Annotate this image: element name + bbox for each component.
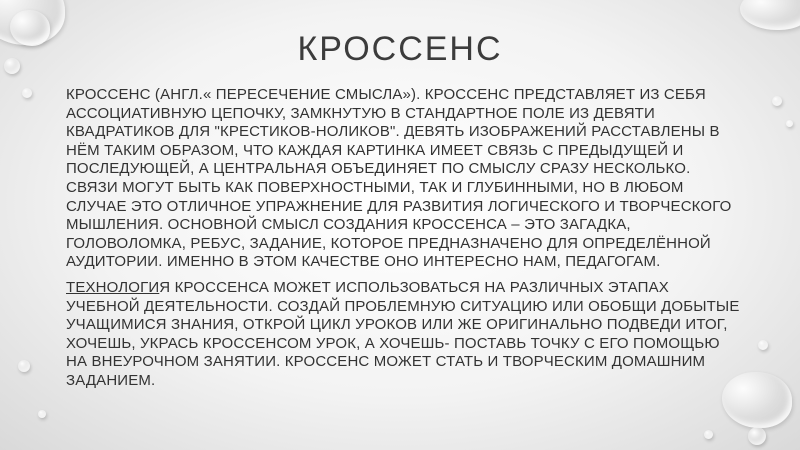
water-drop-decoration [704,430,713,439]
water-drop-decoration [772,96,782,106]
water-drop-decoration [18,360,30,372]
paragraph-technology-text: Я КРОССЕНСА МОЖЕТ ИСПОЛЬЗОВАТЬСЯ НА РАЗЛИЧНЫХ ЭТАПАХ УЧЕБНОЙ ДЕЯТЕЛЬНОСТИ. СОЗДАЙ ПРОБЛЕМНУЮ СИТУАЦИЮ ИЛИ ОБОБЩИ ДОБЫТЫЕ УЧАЩИМИСЯ ЗНАНИЯ, ОТКРОЙ ЦИКЛ УРОКОВ ИЛИ ЖЕ ОРИГИНАЛЬНО ПОДВЕДИ ИТОГ, ХОЧЕШЬ, УКРАСЬ КРОССЕНСОМ УРОК, А ХОЧЕШЬ- ПОСТАВЬ ТОЧКУ С ЕГО ПОМОЩЬЮ НА ВНЕУРОЧНОМ ЗАНЯТИИ. КРОССЕНС МОЖЕТ СТАТЬ И ТВОРЧЕСКИМ ДОМАШНИМ ЗАДАНИЕМ. [66,278,740,389]
water-drop-decoration [786,120,793,127]
water-drop-decoration [38,410,46,418]
paragraph-technology [66,279,742,391]
water-drop-decoration [22,88,32,98]
water-drop-decoration [748,427,766,445]
technology-link[interactable]: ТЕХНОЛОГИ [66,278,160,296]
water-drop-decoration [758,340,768,350]
slide-title: КРОССЕНС [297,30,503,68]
slide-body [66,86,742,398]
paragraph-definition: КРОССЕНС (АНГЛ.« ПЕРЕСЕЧЕНИЕ СМЫСЛА»). КРОССЕНС ПРЕДСТАВЛЯЕТ ИЗ СЕБЯ АССОЦИАТИВНУЮ ЦЕПОЧКУ, ЗАМКНУТУЮ В СТАНДАРТНОЕ ПОЛЕ ИЗ ДЕВЯТИ КВАДРАТИКОВ ДЛЯ "КРЕСТИКОВ-НОЛИКОВ". ДЕВЯТЬ ИЗОБРАЖЕНИЙ РАССТАВЛЕНЫ В НЁМ ТАКИМ ОБРАЗОМ, ЧТО КАЖДАЯ КАРТИНКА ИМЕЕТ СВЯЗЬ С ПРЕДЫДУЩЕЙ И ПОСЛЕДУЮЩЕЙ, А ЦЕНТРАЛЬНАЯ ОБЪЕДИНЯЕТ ПО СМЫСЛУ СРАЗУ НЕСКОЛЬКО. СВЯЗИ МОГУТ БЫТЬ КАК ПОВЕРХНОСТНЫМИ, ТАК И ГЛУБИННЫМИ, НО В ЛЮБОМ СЛУЧАЕ ЭТО ОТЛИЧНОЕ УПРАЖНЕНИЕ ДЛЯ РАЗВИТИЯ ЛОГИЧЕСКОГО И ТВОРЧЕСКОГО МЫШЛЕНИЯ. ОСНОВНОЙ СМЫСЛ СОЗДАНИЯ КРОССЕНСА – ЭТО ЗАГАДКА, ГОЛОВОЛОМКА, РЕБУС, ЗАДАНИЕ, КОТОРОЕ ПРЕДНАЗНАЧЕНО ДЛЯ ОПРЕДЕЛЁННОЙ АУДИТОРИИ. ИМЕННО В ЭТОМ КАЧЕСТВЕ ОНО ИНТЕРЕСНО НАМ, ПЕДАГОГАМ. [66,86,732,271]
water-drop-decoration [740,0,800,30]
